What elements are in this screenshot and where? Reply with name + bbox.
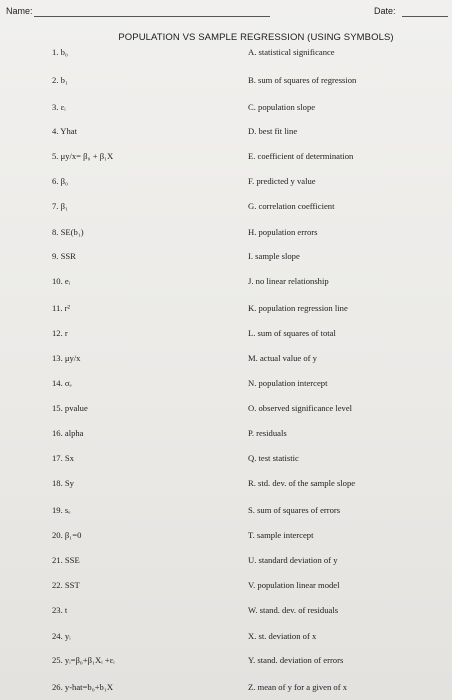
term-item: 25. yᵢ=β₀+β₁Xᵢ +εᵢ xyxy=(52,655,115,665)
matching-row xyxy=(0,378,452,394)
matching-row xyxy=(0,126,452,142)
name-label: Name: xyxy=(6,6,33,16)
term-item: 22. SST xyxy=(52,580,80,590)
term-item: 23. t xyxy=(52,605,68,615)
matching-row xyxy=(0,47,452,63)
term-item: 20. β₁=0 xyxy=(52,530,82,540)
definition-item: O. observed significance level xyxy=(248,403,353,413)
term-item: 6. β₀ xyxy=(52,176,68,186)
matching-row xyxy=(0,75,452,91)
definition-item: B. sum of squares of regression xyxy=(248,75,357,85)
definition-item: M. actual value of y xyxy=(248,353,317,363)
term-item: 19. sₑ xyxy=(52,505,71,515)
definition-item: K. population regression line xyxy=(248,303,348,313)
name-blank-line xyxy=(34,16,270,17)
matching-row xyxy=(0,201,452,217)
definition-item: H. population errors xyxy=(248,227,318,237)
definition-item: Y. stand. deviation of errors xyxy=(248,655,344,665)
term-item: 14. σₑ xyxy=(52,378,72,388)
term-item: 1. b₀ xyxy=(52,47,68,57)
definition-item: Z. mean of y for a given of x xyxy=(248,682,348,692)
matching-row xyxy=(0,655,452,671)
definition-item: J. no linear relationship xyxy=(248,276,329,286)
definition-item: V. population linear model xyxy=(248,580,340,590)
matching-row xyxy=(0,428,452,444)
definition-item: G. correlation coefficient xyxy=(248,201,335,211)
term-item: 26. y-hat=b₀+b₁X xyxy=(52,682,114,692)
definition-item: D. best fit line xyxy=(248,126,298,136)
term-item: 24. yᵢ xyxy=(52,631,71,641)
term-item: 8. SE(b₁) xyxy=(52,227,84,237)
worksheet-title: POPULATION VS SAMPLE REGRESSION (USING SYMBOLS) xyxy=(118,32,394,43)
date-blank-line xyxy=(402,16,448,17)
definition-item: E. coefficient of determination xyxy=(248,151,354,161)
definition-item: F. predicted y value xyxy=(248,176,316,186)
worksheet-title-wrap xyxy=(0,32,452,43)
term-item: 10. eᵢ xyxy=(52,276,71,286)
matching-row xyxy=(0,530,452,546)
matching-row xyxy=(0,151,452,167)
definition-item: W. stand. dev. of residuals xyxy=(248,605,339,615)
definition-item: Q. test statistic xyxy=(248,453,299,463)
term-item: 5. μy/x= β₀ + β₁X xyxy=(52,151,114,161)
date-label: Date: xyxy=(374,6,396,16)
definition-item: U. standard deviation of y xyxy=(248,555,338,565)
definition-item: P. residuals xyxy=(248,428,287,438)
matching-row xyxy=(0,682,452,698)
definition-item: R. std. dev. of the sample slope xyxy=(248,478,356,488)
matching-row xyxy=(0,478,452,494)
definition-item: S. sum of squares of errors xyxy=(248,505,341,515)
matching-row xyxy=(0,227,452,243)
term-item: 7. β₁ xyxy=(52,201,68,211)
definition-item: X. st. deviation of x xyxy=(248,631,317,641)
matching-row xyxy=(0,276,452,292)
term-item: 9. SSR xyxy=(52,251,76,261)
term-item: 15. pvalue xyxy=(52,403,88,413)
matching-row xyxy=(0,555,452,571)
matching-row xyxy=(0,505,452,521)
term-item: 21. SSE xyxy=(52,555,80,565)
matching-row xyxy=(0,631,452,647)
term-item: 11. r² xyxy=(52,303,71,313)
term-item: 12. r xyxy=(52,328,68,338)
matching-row xyxy=(0,403,452,419)
term-item: 4. Yhat xyxy=(52,126,77,136)
matching-row xyxy=(0,453,452,469)
term-item: 17. Sx xyxy=(52,453,74,463)
term-item: 13. μy/x xyxy=(52,353,81,363)
matching-row xyxy=(0,580,452,596)
matching-row xyxy=(0,102,452,118)
term-item: 18. Sy xyxy=(52,478,74,488)
matching-row xyxy=(0,251,452,267)
definition-item: C. population slope xyxy=(248,102,316,112)
definition-item: T. sample intercept xyxy=(248,530,314,540)
definition-item: A. statistical significance xyxy=(248,47,335,57)
term-item: 2. b₁ xyxy=(52,75,68,85)
matching-row xyxy=(0,353,452,369)
matching-row xyxy=(0,303,452,319)
matching-row xyxy=(0,605,452,621)
definition-item: I. sample slope xyxy=(248,251,300,261)
definition-item: N. population intercept xyxy=(248,378,328,388)
matching-row xyxy=(0,176,452,192)
term-item: 3. εᵢ xyxy=(52,102,66,112)
term-item: 16. alpha xyxy=(52,428,84,438)
matching-row xyxy=(0,328,452,344)
definition-item: L. sum of squares of total xyxy=(248,328,336,338)
